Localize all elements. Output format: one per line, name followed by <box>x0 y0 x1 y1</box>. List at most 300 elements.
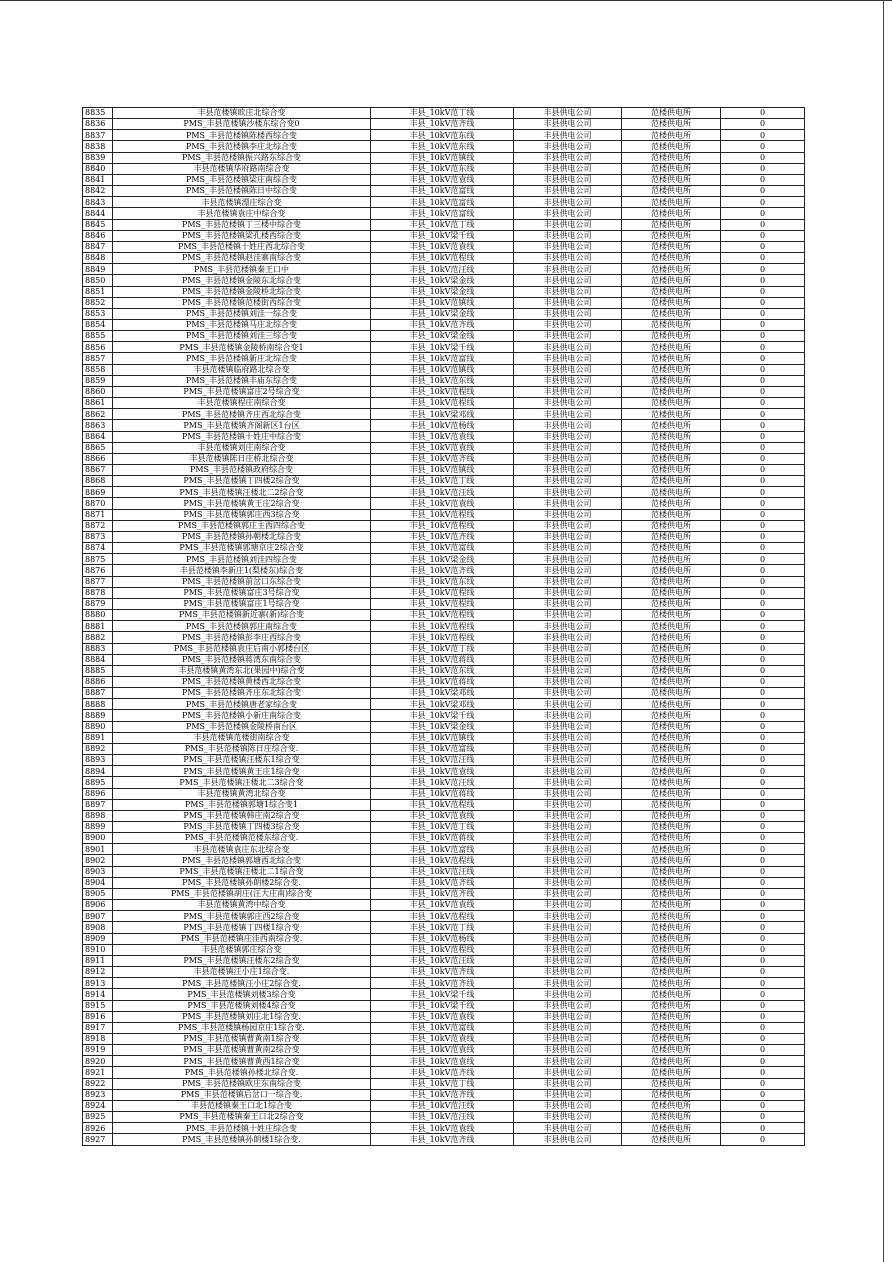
value-cell: 0 <box>721 855 805 866</box>
company-cell: 丰县供电公司 <box>514 442 622 453</box>
value-cell: 0 <box>721 1078 805 1089</box>
row-number-cell: 8923 <box>83 1089 113 1100</box>
feeder-line-cell: 丰县_10kV范齐线 <box>371 565 514 576</box>
table-row <box>83 933 805 944</box>
table-row <box>83 732 805 743</box>
table-row <box>83 465 805 476</box>
row-number-cell: 8885 <box>83 665 113 676</box>
row-number-cell: 8840 <box>83 163 113 174</box>
company-cell: 丰县供电公司 <box>514 543 622 554</box>
value-cell: 0 <box>721 208 805 219</box>
value-cell: 0 <box>721 420 805 431</box>
row-number-cell: 8851 <box>83 286 113 297</box>
supply-station-cell: 范楼供电所 <box>622 130 721 141</box>
supply-station-cell: 范楼供电所 <box>622 197 721 208</box>
table-row <box>83 665 805 676</box>
feeder-line-cell: 丰县_10kV范丁线 <box>371 219 514 230</box>
table-row <box>83 219 805 230</box>
supply-station-cell: 范楼供电所 <box>622 978 721 989</box>
row-number-cell: 8906 <box>83 900 113 911</box>
row-number-cell: 8908 <box>83 922 113 933</box>
supply-station-cell: 范楼供电所 <box>622 219 721 230</box>
row-number-cell: 8843 <box>83 197 113 208</box>
feeder-line-cell: 丰县_10kV范程线 <box>371 509 514 520</box>
table-row <box>83 877 805 888</box>
station-name-cell: PMS_丰县范楼镇汪楼北二2综合变 <box>113 487 371 498</box>
company-cell: 丰县供电公司 <box>514 1011 622 1022</box>
table-row <box>83 1011 805 1022</box>
table-row <box>83 1000 805 1011</box>
table-row <box>83 163 805 174</box>
company-cell: 丰县供电公司 <box>514 163 622 174</box>
row-number-cell: 8914 <box>83 989 113 1000</box>
feeder-line-cell: 丰县_10kV范富线 <box>371 197 514 208</box>
row-number-cell: 8886 <box>83 676 113 687</box>
station-name-cell: PMS_丰县范楼镇前岔口东综合变 <box>113 576 371 587</box>
company-cell: 丰县供电公司 <box>514 253 622 264</box>
row-number-cell: 8847 <box>83 241 113 252</box>
row-number-cell: 8905 <box>83 888 113 899</box>
supply-station-cell: 范楼供电所 <box>622 955 721 966</box>
value-cell: 0 <box>721 498 805 509</box>
table-row <box>83 1078 805 1089</box>
supply-station-cell: 范楼供电所 <box>622 598 721 609</box>
station-name-cell: PMS_丰县范楼镇新近寨(新)综合变 <box>113 610 371 621</box>
supply-station-cell: 范楼供电所 <box>622 1045 721 1056</box>
value-cell: 0 <box>721 654 805 665</box>
value-cell: 0 <box>721 900 805 911</box>
supply-station-cell: 范楼供电所 <box>622 933 721 944</box>
company-cell: 丰县供电公司 <box>514 319 622 330</box>
value-cell: 0 <box>721 442 805 453</box>
station-name-cell: PMS_丰县范楼镇富庄3号综合变 <box>113 587 371 598</box>
supply-station-cell: 范楼供电所 <box>622 1089 721 1100</box>
row-number-cell: 8868 <box>83 476 113 487</box>
company-cell: 丰县供电公司 <box>514 632 622 643</box>
company-cell: 丰县供电公司 <box>514 587 622 598</box>
value-cell: 0 <box>721 364 805 375</box>
table-row <box>83 409 805 420</box>
feeder-line-cell: 丰县_10kV范袁线 <box>371 1011 514 1022</box>
company-cell: 丰县供电公司 <box>514 119 622 130</box>
supply-station-cell: 范楼供电所 <box>622 431 721 442</box>
row-number-cell: 8902 <box>83 855 113 866</box>
value-cell: 0 <box>721 799 805 810</box>
table-row <box>83 565 805 576</box>
table-row <box>83 699 805 710</box>
row-number-cell: 8911 <box>83 955 113 966</box>
supply-station-cell: 范楼供电所 <box>622 476 721 487</box>
table-row <box>83 587 805 598</box>
feeder-line-cell: 丰县_10kV梁千线 <box>371 1000 514 1011</box>
value-cell: 0 <box>721 967 805 978</box>
row-number-cell: 8881 <box>83 621 113 632</box>
company-cell: 丰县供电公司 <box>514 264 622 275</box>
feeder-line-cell: 丰县_10kV范程线 <box>371 632 514 643</box>
station-name-cell: 丰县范楼镇范楼街南综合变 <box>113 732 371 743</box>
supply-station-cell: 范楼供电所 <box>622 386 721 397</box>
table-row <box>83 431 805 442</box>
company-cell: 丰县供电公司 <box>514 710 622 721</box>
company-cell: 丰县供电公司 <box>514 1123 622 1134</box>
feeder-line-cell: 丰县_10kV范汪线 <box>371 1100 514 1111</box>
company-cell: 丰县供电公司 <box>514 643 622 654</box>
station-name-cell: PMS_丰县范楼镇刘洼一综合变 <box>113 308 371 319</box>
value-cell: 0 <box>721 844 805 855</box>
supply-station-cell: 范楼供电所 <box>622 989 721 1000</box>
company-cell: 丰县供电公司 <box>514 967 622 978</box>
row-number-cell: 8893 <box>83 755 113 766</box>
company-cell: 丰县供电公司 <box>514 833 622 844</box>
table-row <box>83 275 805 286</box>
value-cell: 0 <box>721 130 805 141</box>
table-row <box>83 353 805 364</box>
station-name-cell: PMS_丰县范楼镇金陵东北综合变 <box>113 275 371 286</box>
feeder-line-cell: 丰县_10kV范袁线 <box>371 174 514 185</box>
row-number-cell: 8835 <box>83 108 113 119</box>
station-name-cell: PMS_丰县范楼镇郭庄南综合变 <box>113 621 371 632</box>
supply-station-cell: 范楼供电所 <box>622 420 721 431</box>
station-name-cell: PMS_丰县范楼镇曹黄西1综合变 <box>113 1056 371 1067</box>
company-cell: 丰县供电公司 <box>514 386 622 397</box>
company-cell: 丰县供电公司 <box>514 108 622 119</box>
company-cell: 丰县供电公司 <box>514 978 622 989</box>
feeder-line-cell: 丰县_10kV范杨线 <box>371 933 514 944</box>
row-number-cell: 8864 <box>83 431 113 442</box>
supply-station-cell: 范楼供电所 <box>622 565 721 576</box>
table-row <box>83 1134 805 1145</box>
feeder-line-cell: 丰县_10kV范东线 <box>371 375 514 386</box>
value-cell: 0 <box>721 219 805 230</box>
row-number-cell: 8841 <box>83 174 113 185</box>
table-row <box>83 174 805 185</box>
table-row <box>83 119 805 130</box>
row-number-cell: 8897 <box>83 799 113 810</box>
station-name-cell: PMS_丰县范楼镇刘洼三综合变 <box>113 331 371 342</box>
table-row <box>83 621 805 632</box>
supply-station-cell: 范楼供电所 <box>622 1022 721 1033</box>
company-cell: 丰县供电公司 <box>514 476 622 487</box>
table-row <box>83 888 805 899</box>
feeder-line-cell: 丰县_10kV范齐线 <box>371 1134 514 1145</box>
value-cell: 0 <box>721 186 805 197</box>
company-cell: 丰县供电公司 <box>514 810 622 821</box>
feeder-line-cell: 丰县_10kV范齐线 <box>371 119 514 130</box>
supply-station-cell: 范楼供电所 <box>622 554 721 565</box>
value-cell: 0 <box>721 710 805 721</box>
row-number-cell: 8848 <box>83 253 113 264</box>
company-cell: 丰县供电公司 <box>514 989 622 1000</box>
row-number-cell: 8901 <box>83 844 113 855</box>
value-cell: 0 <box>721 587 805 598</box>
feeder-line-cell: 丰县_10kV范程线 <box>371 610 514 621</box>
feeder-line-cell: 丰县_10kV范丁线 <box>371 922 514 933</box>
value-cell: 0 <box>721 565 805 576</box>
row-number-cell: 8869 <box>83 487 113 498</box>
value-cell: 0 <box>721 1134 805 1145</box>
company-cell: 丰县供电公司 <box>514 665 622 676</box>
company-cell: 丰县供电公司 <box>514 364 622 375</box>
value-cell: 0 <box>721 1045 805 1056</box>
company-cell: 丰县供电公司 <box>514 565 622 576</box>
table-row <box>83 364 805 375</box>
feeder-line-cell: 丰县_10kV范袁线 <box>371 1033 514 1044</box>
row-number-cell: 8913 <box>83 978 113 989</box>
station-name-cell: PMS_丰县范楼镇齐阁新区1台区 <box>113 420 371 431</box>
company-cell: 丰县供电公司 <box>514 308 622 319</box>
table-row <box>83 253 805 264</box>
feeder-line-cell: 丰县_10kV范程线 <box>371 598 514 609</box>
feeder-line-cell: 丰县_10kV范丁线 <box>371 822 514 833</box>
station-name-cell: PMS_丰县范楼镇梁庄南综合变 <box>113 174 371 185</box>
supply-station-cell: 范楼供电所 <box>622 108 721 119</box>
company-cell: 丰县供电公司 <box>514 1056 622 1067</box>
value-cell: 0 <box>721 621 805 632</box>
station-name-cell: PMS_丰县范楼镇刘楼4综合变 <box>113 1000 371 1011</box>
value-cell: 0 <box>721 1033 805 1044</box>
row-number-cell: 8849 <box>83 264 113 275</box>
table-row <box>83 1045 805 1056</box>
row-number-cell: 8880 <box>83 610 113 621</box>
table-row <box>83 955 805 966</box>
station-name-cell: PMS_丰县范楼镇汪楼北二3综合变 <box>113 777 371 788</box>
value-cell: 0 <box>721 688 805 699</box>
value-cell: 0 <box>721 944 805 955</box>
company-cell: 丰县供电公司 <box>514 755 622 766</box>
station-name-cell: 丰县范楼镇黄湾北综合变 <box>113 788 371 799</box>
station-name-cell: PMS_丰县范楼镇丁四楼3综合变 <box>113 822 371 833</box>
feeder-line-cell: 丰县_10kV范齐线 <box>371 967 514 978</box>
station-name-cell: PMS_丰县范楼镇新庄北综合变 <box>113 353 371 364</box>
company-cell: 丰县供电公司 <box>514 554 622 565</box>
feeder-line-cell: 丰县_10kV范蒋线 <box>371 676 514 687</box>
feeder-line-cell: 丰县_10kV梁金线 <box>371 286 514 297</box>
value-cell: 0 <box>721 933 805 944</box>
value-cell: 0 <box>721 409 805 420</box>
table-row <box>83 855 805 866</box>
row-number-cell: 8907 <box>83 911 113 922</box>
station-name-cell: PMS_丰县范楼镇陈日庄综合变. <box>113 743 371 754</box>
row-number-cell: 8853 <box>83 308 113 319</box>
row-number-cell: 8909 <box>83 933 113 944</box>
supply-station-cell: 范楼供电所 <box>622 398 721 409</box>
table-row <box>83 476 805 487</box>
value-cell: 0 <box>721 755 805 766</box>
table-row <box>83 130 805 141</box>
supply-station-cell: 范楼供电所 <box>622 1056 721 1067</box>
feeder-line-cell: 丰县_10kV梁邓线 <box>371 699 514 710</box>
supply-station-cell: 范楼供电所 <box>622 253 721 264</box>
company-cell: 丰县供电公司 <box>514 509 622 520</box>
value-cell: 0 <box>721 152 805 163</box>
supply-station-cell: 范楼供电所 <box>622 364 721 375</box>
value-cell: 0 <box>721 375 805 386</box>
table-row <box>83 833 805 844</box>
company-cell: 丰县供电公司 <box>514 431 622 442</box>
company-cell: 丰县供电公司 <box>514 598 622 609</box>
table-row <box>83 197 805 208</box>
supply-station-cell: 范楼供电所 <box>622 264 721 275</box>
supply-station-cell: 范楼供电所 <box>622 1078 721 1089</box>
value-cell: 0 <box>721 911 805 922</box>
feeder-line-cell: 丰县_10kV范袁线 <box>371 1056 514 1067</box>
station-name-cell: PMS_丰县范楼镇秦王口北2综合变 <box>113 1112 371 1123</box>
station-name-cell: 丰县范楼镇华府路南综合变 <box>113 163 371 174</box>
row-number-cell: 8898 <box>83 810 113 821</box>
feeder-line-cell: 丰县_10kV梁千线 <box>371 230 514 241</box>
feeder-line-cell: 丰县_10kV范袁线 <box>371 900 514 911</box>
supply-station-cell: 范楼供电所 <box>622 1100 721 1111</box>
feeder-line-cell: 丰县_10kV梁金线 <box>371 308 514 319</box>
value-cell: 0 <box>721 108 805 119</box>
row-number-cell: 8924 <box>83 1100 113 1111</box>
feeder-line-cell: 丰县_10kV梁千线 <box>371 989 514 1000</box>
row-number-cell: 8873 <box>83 531 113 542</box>
supply-station-cell: 范楼供电所 <box>622 643 721 654</box>
station-name-cell: 丰县范楼镇欧庄北综合变 <box>113 108 371 119</box>
row-number-cell: 8863 <box>83 420 113 431</box>
row-number-cell: 8845 <box>83 219 113 230</box>
value-cell: 0 <box>721 1089 805 1100</box>
feeder-line-cell: 丰县_10kV范程线 <box>371 799 514 810</box>
row-number-cell: 8871 <box>83 509 113 520</box>
value-cell: 0 <box>721 554 805 565</box>
value-cell: 0 <box>721 721 805 732</box>
table-row <box>83 688 805 699</box>
table-row <box>83 498 805 509</box>
station-name-cell: PMS_丰县范楼镇韩庄南2综合变 <box>113 810 371 821</box>
supply-station-cell: 范楼供电所 <box>622 141 721 152</box>
feeder-line-cell: 丰县_10kV范齐线 <box>371 888 514 899</box>
feeder-line-cell: 丰县_10kV范丁线 <box>371 476 514 487</box>
row-number-cell: 8839 <box>83 152 113 163</box>
feeder-line-cell: 丰县_10kV范程线 <box>371 587 514 598</box>
row-number-cell: 8859 <box>83 375 113 386</box>
company-cell: 丰县供电公司 <box>514 933 622 944</box>
value-cell: 0 <box>721 386 805 397</box>
feeder-line-cell: 丰县_10kV范汪线 <box>371 264 514 275</box>
feeder-line-cell: 丰县_10kV梁邓线 <box>371 688 514 699</box>
supply-station-cell: 范楼供电所 <box>622 877 721 888</box>
company-cell: 丰县供电公司 <box>514 743 622 754</box>
station-name-cell: PMS_丰县范楼镇黄王庄1综合变 <box>113 766 371 777</box>
table-row <box>83 1100 805 1111</box>
table-row <box>83 632 805 643</box>
company-cell: 丰县供电公司 <box>514 241 622 252</box>
station-name-cell: PMS_丰县范楼镇袁庄后南小郭楼台区 <box>113 643 371 654</box>
row-number-cell: 8866 <box>83 453 113 464</box>
station-name-cell: 丰县范楼镇临府路北综合变 <box>113 364 371 375</box>
row-number-cell: 8915 <box>83 1000 113 1011</box>
supply-station-cell: 范楼供电所 <box>622 186 721 197</box>
supply-station-cell: 范楼供电所 <box>622 353 721 364</box>
company-cell: 丰县供电公司 <box>514 331 622 342</box>
table-row <box>83 654 805 665</box>
station-name-cell: PMS_丰县范楼镇秦王口中 <box>113 264 371 275</box>
row-number-cell: 8887 <box>83 688 113 699</box>
row-number-cell: 8876 <box>83 565 113 576</box>
company-cell: 丰县供电公司 <box>514 699 622 710</box>
supply-station-cell: 范楼供电所 <box>622 710 721 721</box>
station-name-cell: PMS_丰县范楼镇梁孔楼西综合变 <box>113 230 371 241</box>
feeder-line-cell: 丰县_10kV范蒋线 <box>371 788 514 799</box>
company-cell: 丰县供电公司 <box>514 1067 622 1078</box>
value-cell: 0 <box>721 453 805 464</box>
station-name-cell: 丰县范楼镇漂庄综合变 <box>113 197 371 208</box>
company-cell: 丰县供电公司 <box>514 911 622 922</box>
row-number-cell: 8836 <box>83 119 113 130</box>
station-name-cell: PMS_丰县范楼镇郭庄主西四综合变 <box>113 520 371 531</box>
row-number-cell: 8865 <box>83 442 113 453</box>
company-cell: 丰县供电公司 <box>514 1100 622 1111</box>
table-row <box>83 598 805 609</box>
feeder-line-cell: 丰县_10kV范东线 <box>371 163 514 174</box>
supply-station-cell: 范楼供电所 <box>622 1033 721 1044</box>
feeder-line-cell: 丰县_10kV范汪线 <box>371 1112 514 1123</box>
table-row <box>83 944 805 955</box>
table-row <box>83 108 805 119</box>
station-name-cell: PMS_丰县范楼镇庄洼西南综合变. <box>113 933 371 944</box>
table-row <box>83 331 805 342</box>
station-name-cell: PMS_丰县范楼镇黄王庄2综合变 <box>113 498 371 509</box>
feeder-line-cell: 丰县_10kV梁金线 <box>371 275 514 286</box>
station-name-cell: PMS_丰县范楼镇十姓庄西北综合变 <box>113 241 371 252</box>
row-number-cell: 8850 <box>83 275 113 286</box>
table-row <box>83 554 805 565</box>
row-number-cell: 8862 <box>83 409 113 420</box>
value-cell: 0 <box>721 833 805 844</box>
company-cell: 丰县供电公司 <box>514 453 622 464</box>
supply-station-cell: 范楼供电所 <box>622 230 721 241</box>
row-number-cell: 8925 <box>83 1112 113 1123</box>
feeder-line-cell: 丰县_10kV范汪线 <box>371 755 514 766</box>
row-number-cell: 8882 <box>83 632 113 643</box>
table-row <box>83 1033 805 1044</box>
company-cell: 丰县供电公司 <box>514 297 622 308</box>
value-cell: 0 <box>721 1100 805 1111</box>
row-number-cell: 8855 <box>83 331 113 342</box>
company-cell: 丰县供电公司 <box>514 130 622 141</box>
station-name-cell: PMS_丰县范楼镇孙楼北综合变. <box>113 1067 371 1078</box>
table-row <box>83 420 805 431</box>
supply-station-cell: 范楼供电所 <box>622 654 721 665</box>
supply-station-cell: 范楼供电所 <box>622 900 721 911</box>
row-number-cell: 8875 <box>83 554 113 565</box>
feeder-line-cell: 丰县_10kV范汪线 <box>371 866 514 877</box>
supply-station-cell: 范楼供电所 <box>622 888 721 899</box>
company-cell: 丰县供电公司 <box>514 844 622 855</box>
table-row <box>83 799 805 810</box>
feeder-line-cell: 丰县_10kV范富线 <box>371 543 514 554</box>
table-row <box>83 911 805 922</box>
station-name-cell: PMS_丰县范楼镇刘楼3综合变 <box>113 989 371 1000</box>
value-cell: 0 <box>721 1022 805 1033</box>
supply-station-cell: 范楼供电所 <box>622 342 721 353</box>
station-name-cell: PMS_丰县范楼镇丁三楼中综合变 <box>113 219 371 230</box>
company-cell: 丰县供电公司 <box>514 1000 622 1011</box>
feeder-line-cell: 丰县_10kV梁千线 <box>371 710 514 721</box>
company-cell: 丰县供电公司 <box>514 721 622 732</box>
station-name-cell: PMS_丰县范楼镇李庄北综合变 <box>113 141 371 152</box>
table-row <box>83 788 805 799</box>
station-name-cell: PMS_丰县范楼镇唐老家综合变 <box>113 699 371 710</box>
value-cell: 0 <box>721 665 805 676</box>
supply-station-cell: 范楼供电所 <box>622 1134 721 1145</box>
value-cell: 0 <box>721 520 805 531</box>
company-cell: 丰县供电公司 <box>514 409 622 420</box>
table-row <box>83 710 805 721</box>
table-row <box>83 152 805 163</box>
